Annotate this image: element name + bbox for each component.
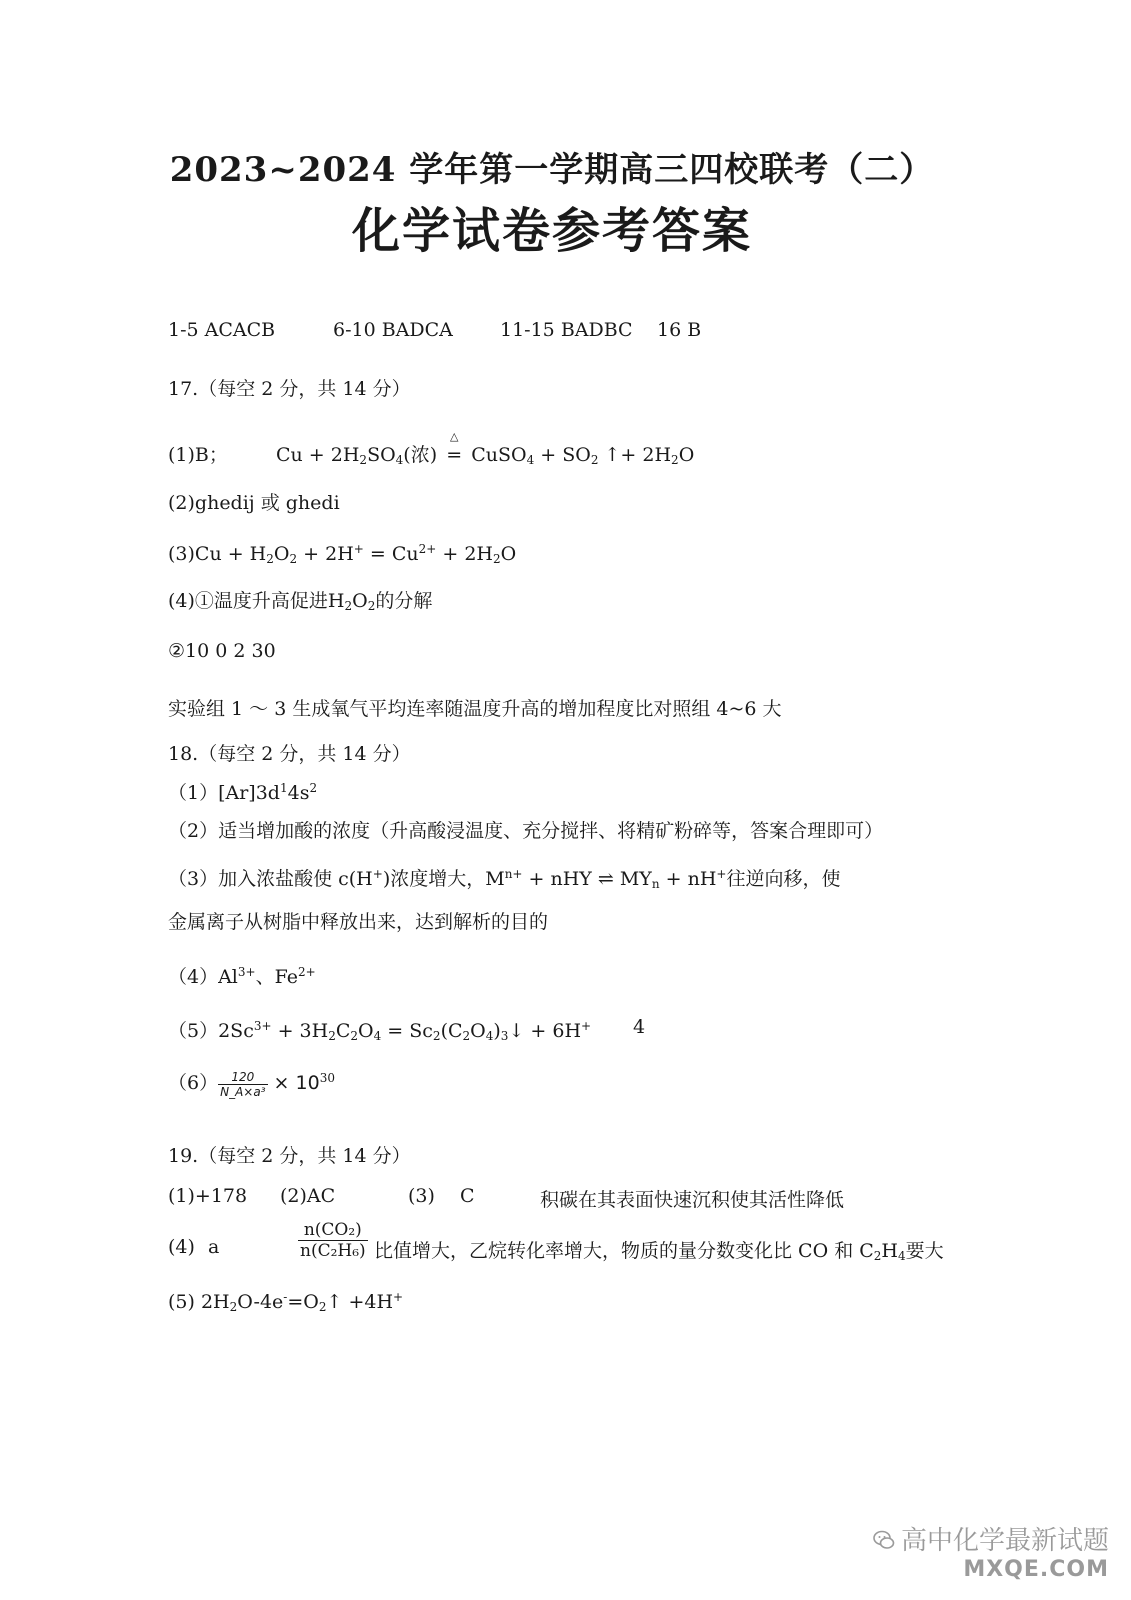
equation-part: C — [335, 1020, 351, 1042]
equation-part: （5）2Sc — [168, 1020, 254, 1042]
q18-answer-3 — [168, 864, 840, 891]
superscript: 1 — [279, 781, 288, 795]
density-fraction — [218, 1070, 267, 1099]
subscript: 4 — [395, 453, 404, 467]
q19-heading: 19.（每空 2 分，共 14 分） — [168, 1145, 411, 1167]
watermark-text: 高中化学最新试题 — [900, 1526, 1109, 1556]
subscript: 2 — [266, 552, 274, 566]
equation-part: O — [273, 543, 290, 565]
subscript: 4 — [485, 1029, 494, 1043]
text-part: + nH — [659, 868, 717, 890]
text-part: 比值增大，乙烷转化率增大，物质的量分数变化比 CO 和 C — [374, 1240, 874, 1262]
text-part: H — [881, 1240, 898, 1262]
q19-answer-1: (1)+178 — [168, 1185, 248, 1207]
superscript: 30 — [319, 1071, 335, 1085]
equation-part: (5) 2H — [168, 1291, 230, 1313]
watermark-site: MXQE.COM — [963, 1557, 1109, 1582]
text-part: 、Fe — [255, 966, 298, 988]
superscript: - — [283, 1290, 288, 1304]
q18-answer-2: （2）适当增加酸的浓度（升高酸浸温度、充分搅拌、将精矿粉碎等，答案合理即可） — [168, 820, 884, 842]
superscript: + — [393, 1290, 404, 1304]
subscript: 2 — [344, 599, 353, 613]
subscript: 2 — [318, 1300, 327, 1314]
q18-answer-4 — [168, 962, 316, 989]
equation-part: =O — [287, 1291, 319, 1313]
page-title: 2023~2024 学年第一学期高三四校联考（二） — [169, 150, 935, 190]
superscript: + — [353, 542, 364, 556]
subscript: 2 — [873, 1249, 882, 1263]
subscript: n — [651, 877, 660, 891]
subscript: 4 — [373, 1029, 382, 1043]
q18-answer-5-value: 4 — [633, 1016, 646, 1038]
equation-part: + 2H — [297, 543, 354, 565]
subscript: 4 — [526, 453, 535, 467]
equation-part: (3)Cu + H — [168, 543, 267, 565]
subscript: 2 — [367, 599, 376, 613]
text-part: O — [352, 590, 368, 612]
text-part: （1）[Ar]3d — [168, 782, 280, 804]
superscript: + — [581, 1019, 592, 1033]
superscript: 3+ — [253, 1019, 272, 1033]
equation-part: ↑+ 2H — [598, 444, 672, 466]
q19-answer-4-explanation — [374, 1236, 944, 1263]
q19-answer-3-label: (3) — [408, 1185, 435, 1207]
equation-part: O — [678, 444, 695, 466]
equation-part: + SO — [534, 444, 591, 466]
fraction-denominator: N_A×a³ — [220, 1084, 266, 1099]
q17-answer-4-2: ②10 0 2 30 — [168, 640, 276, 662]
text-part: 要大 — [905, 1240, 944, 1262]
q18-heading: 18.（每空 2 分，共 14 分） — [168, 743, 411, 765]
subscript: 2 — [671, 453, 679, 467]
equation-part: O — [358, 1020, 374, 1042]
superscript: 2 — [309, 781, 318, 795]
equation-part: = Sc — [381, 1020, 433, 1042]
heat-condition-sign: △ = — [443, 444, 465, 466]
text-part: )浓度增大，M — [382, 868, 505, 890]
subscript: 2 — [289, 552, 298, 566]
q17-answer-4-1 — [168, 586, 432, 613]
q17-heading: 17.（每空 2 分，共 14 分） — [168, 378, 411, 400]
mc-answer-1-5: 1-5 ACACB — [168, 319, 276, 341]
q19-answer-5 — [168, 1290, 403, 1314]
q19-answer-4-choice: a — [208, 1236, 220, 1258]
subscript: 2 — [359, 453, 368, 467]
equation-part: ) — [493, 1020, 501, 1042]
subscript: 2 — [462, 1029, 471, 1043]
subscript: 2 — [229, 1300, 238, 1314]
q19-answer-3-choice: C — [460, 1185, 475, 1207]
delta-icon: △ — [449, 430, 459, 443]
text-part: 的分解 — [375, 590, 433, 612]
q18-answer-5 — [168, 1016, 591, 1043]
text-part: × 10 — [267, 1072, 320, 1094]
watermark — [872, 1520, 1109, 1582]
equation-part: ↓ + 6H — [508, 1020, 582, 1042]
q17-answer-3 — [168, 542, 516, 566]
equation-part: O — [470, 1020, 486, 1042]
q17-answer-1 — [168, 430, 695, 467]
superscript: + — [716, 867, 727, 881]
mc-answer-6-10: 6-10 BADCA — [333, 319, 453, 341]
equation-part: (C — [440, 1020, 463, 1042]
text-part: （6） — [168, 1072, 219, 1094]
mc-answer-16: 16 B — [657, 319, 702, 341]
equation-part: ↑ +4H — [326, 1291, 394, 1313]
equation-part: Cu + 2H — [275, 444, 360, 466]
q17-answer-4-3: 实验组 1 ～ 3 生成氧气平均连率随温度升高的增加程度比对照组 4~6 大 — [168, 698, 782, 720]
subscript: 4 — [898, 1249, 906, 1263]
q17-answer-2: (2)ghedij 或 ghedi — [168, 492, 340, 514]
superscript: 3+ — [237, 965, 256, 979]
text-part: 4s — [287, 782, 310, 804]
subscript: 2 — [493, 552, 501, 566]
q18-answer-3-line2: 金属离子从树脂中释放出来，达到解析的目的 — [168, 911, 549, 933]
equation-part: CuSO — [471, 444, 527, 466]
superscript: 2+ — [297, 965, 316, 979]
text-part: 往逆向移，使 — [726, 868, 841, 890]
subscript: 2 — [432, 1029, 441, 1043]
text-part: + nHY ⇌ MY — [522, 868, 652, 890]
q18-answer-6 — [168, 1068, 335, 1099]
q17-a1-label: (1)B； — [168, 444, 228, 466]
equation-part: (浓) — [403, 444, 438, 466]
subscript: 3 — [500, 1029, 509, 1043]
subscript: 2 — [590, 453, 599, 467]
superscript: 2+ — [418, 542, 437, 556]
wechat-icon — [872, 1528, 896, 1552]
subscript: 2 — [350, 1029, 359, 1043]
q19-answer-4-ratio — [298, 1220, 368, 1261]
equation-part: O — [500, 543, 517, 565]
text-part: （3）加入浓盐酸使 c(H — [168, 868, 373, 890]
equation-part: = Cu — [363, 543, 419, 565]
fraction-numerator: n(CO₂) — [298, 1220, 368, 1241]
q19-answer-4-label: (4) — [168, 1236, 195, 1258]
mc-answer-11-15: 11-15 BADBC — [500, 319, 633, 341]
superscript: n+ — [504, 867, 523, 881]
page-subtitle: 化学试卷参考答案 — [351, 203, 752, 259]
q19-answer-3-reason: 积碳在其表面快速沉积使其活性降低 — [540, 1189, 845, 1211]
subscript: 2 — [328, 1029, 336, 1043]
fraction-denominator: n(C₂H₆) — [300, 1241, 366, 1261]
q18-answer-1 — [168, 778, 317, 805]
text-part: （4）Al — [168, 966, 238, 988]
fraction-numerator: 120 — [218, 1070, 267, 1085]
superscript: + — [372, 867, 383, 881]
q19-answer-2: (2)AC — [280, 1185, 336, 1207]
equation-part: O-4e — [237, 1291, 284, 1313]
text-part: (4)①温度升高促进H — [168, 590, 345, 612]
equation-part: SO — [367, 444, 396, 466]
equation-part: + 2H — [436, 543, 494, 565]
equation-part: + 3H — [271, 1020, 329, 1042]
ratio-fraction — [298, 1220, 368, 1261]
